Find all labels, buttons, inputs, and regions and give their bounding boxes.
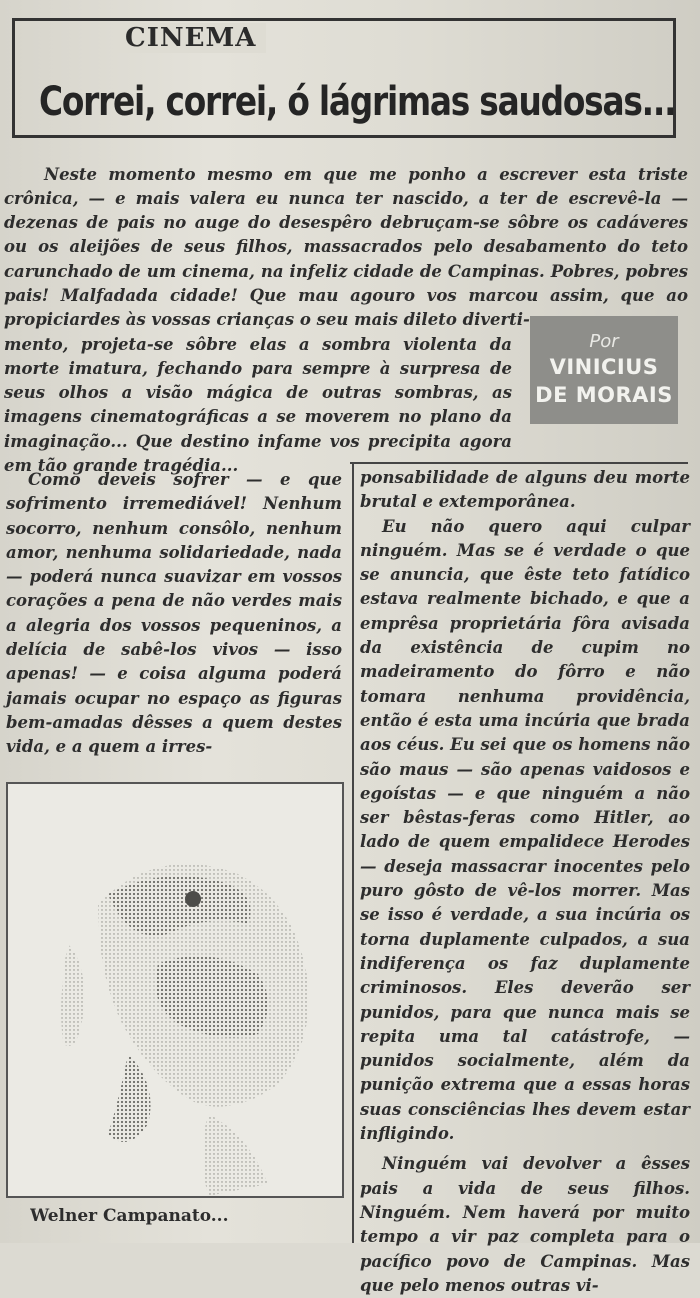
column-top-rule bbox=[350, 462, 688, 464]
right-paragraph-1: ponsabilidade de alguns deu morte brutal e extemporânea. bbox=[360, 468, 690, 512]
left-paragraph: Como deveis sofrer — e que sofrimento irremediável! Nenhum socorro, nenhum consôlo, nenhum amor, nenhuma solidariedade, nada — poderá nunca suavizar em vossos corações a pena de não verdes mais a alegria dos vossos pequeninos, a delícia de sabê-los vivos — isso apenas! — e coisa alguma poderá jamais ocupar no espaço as figuras bem-amadas dêsses a quem destes vida, e a quem a irres- bbox=[6, 470, 342, 757]
right-paragraph-2: Eu não quero aqui culpar ninguém. Mas se é verdade o que se anuncia, que êste teto fatídico estava realmente bichado, e que a emprêsa proprietária fôra avisada da existência de cupim no madeiramento do fôrro e não tomara nenhuma providência, então é esta uma incúria que brada aos céus. Eu sei que os homens não são maus — são apenas vaidosos e egoístas — e que ninguém a não ser bêstas-feras como Hitler, ao lado de quem empalidece Herodes — deseja massacrar inocentes pelo puro gôsto de vê-los morrer. Mas se isso é verdade, a sua incúria os torna duplamente culpados, a sua indiferença os faz duplamente criminosos. Eles deverão ser punidos, para que nunca mais se repita uma tal catástrofe, — punidos socialmente, além da punição extrema que a essas horas suas consciências lhes devem estar infligindo. bbox=[360, 516, 690, 1144]
header-box bbox=[12, 18, 676, 138]
byline-name-line1: VINICIUS bbox=[549, 355, 659, 379]
author-photo bbox=[6, 782, 344, 1198]
headline: Correi, correi, ó lágrimas saudosas... bbox=[39, 79, 676, 125]
left-column bbox=[6, 468, 342, 760]
right-column bbox=[360, 466, 690, 1298]
photo-caption: Welner Campanato... bbox=[30, 1206, 229, 1226]
portrait-image bbox=[8, 784, 342, 1196]
intro-paragraph-top: Neste momento mesmo em que me ponho a escrever esta triste crônica, — e mais valera eu nunca ter nascido, a ter de escrevê-la — dezenas de pais no auge do desespêro debruçam-se sôbre os cadáveres ou os aleijões de seus filhos, massacrados pelo desabamento do teto carunchado de um cinema, na infeliz cidade de Campinas. Pobres, pobres pais! Malfadada cidade! Que mau agouro vos marcou assim, que ao propiciardes às vossas crianças o seu mais dileto diverti- bbox=[4, 164, 688, 330]
byline-prefix: Por bbox=[589, 331, 619, 352]
right-paragraph-3: Ninguém vai devolver a êsses pais a vida de seus filhos. Ninguém. Nem haverá por muito tempo a vir paz completa para o pacífico povo de Campinas. Mas que pelo menos outras vi- bbox=[360, 1154, 690, 1295]
intro-paragraph-mid: mento, projeta-se sôbre elas a sombra violenta da morte imatura, fechando para sempre à surpresa de seus olhos a visão mágica de outras sombras, as imagens cinematográficas a se moverem no plano da imaginação... Que destino infame vos precipita agora em tão grande tragédia... bbox=[4, 334, 512, 475]
byline-box bbox=[530, 316, 678, 424]
byline-name-line2: DE MORAIS bbox=[535, 383, 673, 407]
column-divider bbox=[352, 462, 354, 1243]
section-label: CINEMA bbox=[115, 23, 266, 53]
